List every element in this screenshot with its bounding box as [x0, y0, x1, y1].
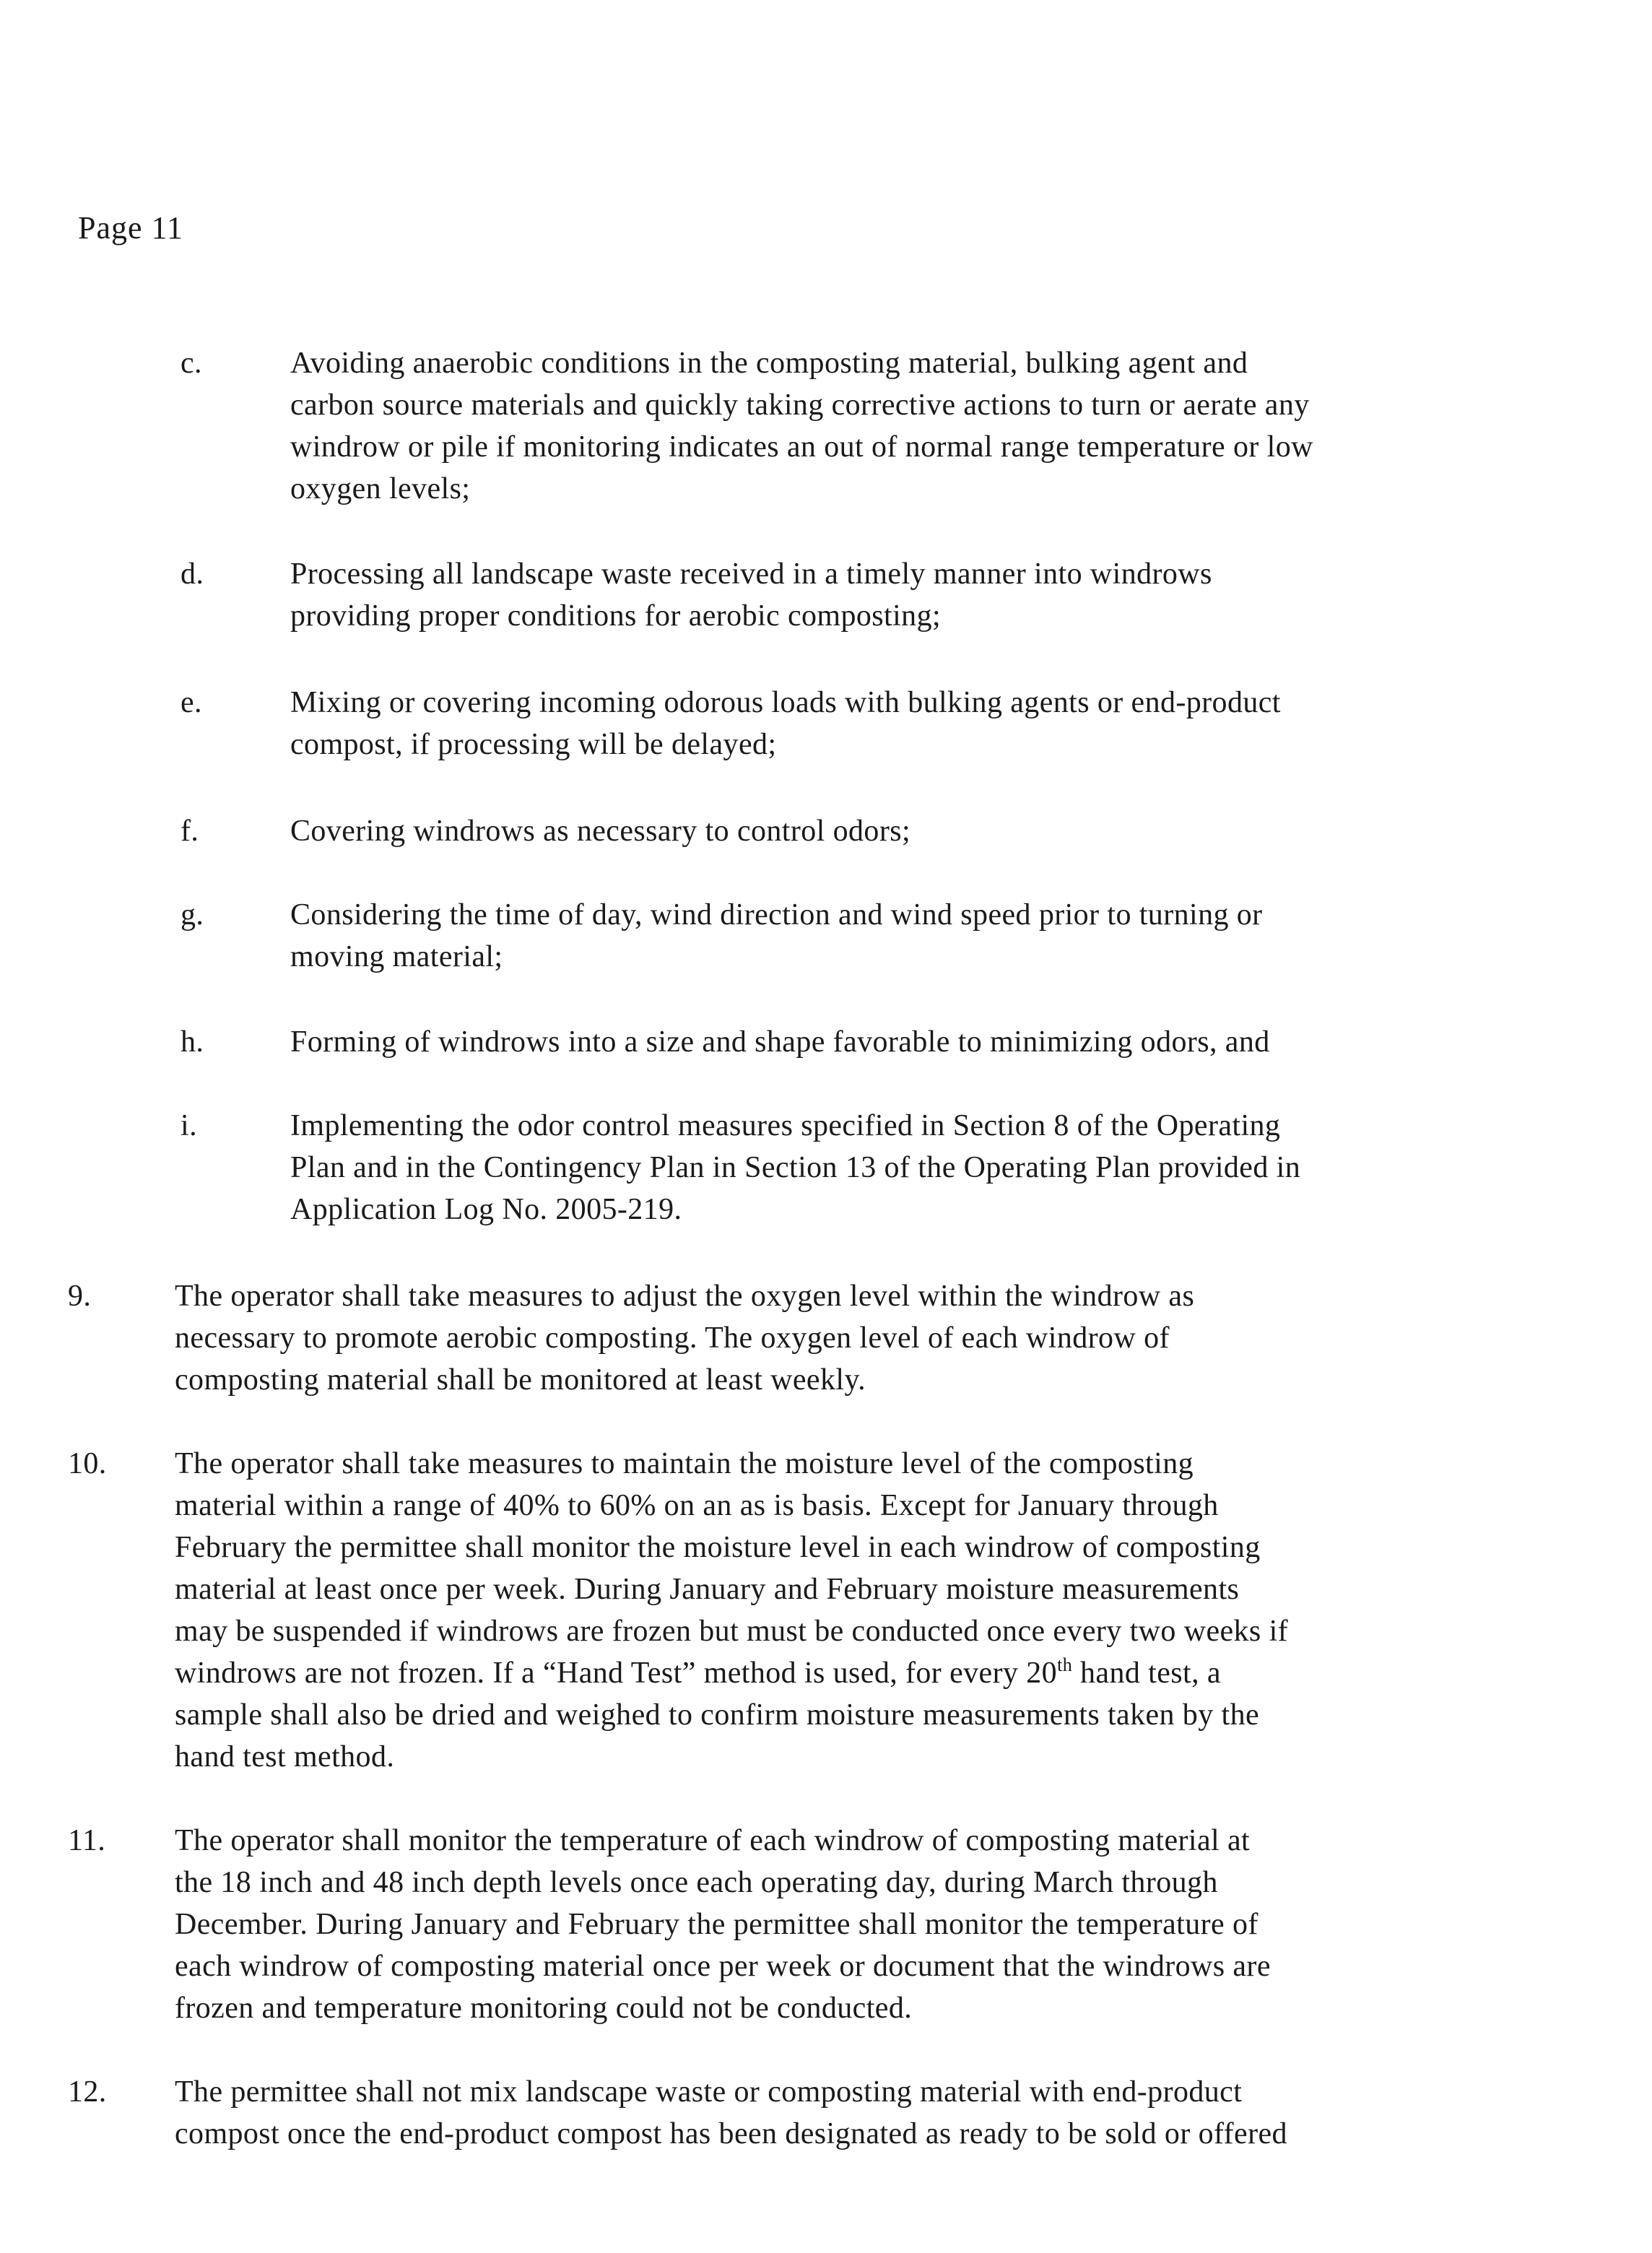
list-item-text: The permittee shall not mix landscape waste or composting material with end-product compost once the end-product compost has been designated as ready to be sold or offered — [175, 2075, 1287, 2150]
page-number: Page 11 — [78, 210, 183, 246]
list-item-text: Mixing or covering incoming odorous loads with bulking agents or end-product compost, if processing will be delayed; — [290, 686, 1281, 761]
list-marker: c. — [181, 347, 202, 380]
list-marker: h. — [181, 1025, 204, 1059]
list-marker: f. — [181, 815, 199, 848]
list-item-text: The operator shall monitor the temperature of each windrow of composting material at the 18 inch and 48 inch depth levels once each operating day, during March through December. During January and February the permittee shall monitor the temperature of each windrow of composting material once per week or document that the windrows are frozen and temperature monitoring could not be conducted. — [175, 1824, 1271, 2025]
list-marker: i. — [181, 1109, 197, 1142]
list-marker: 9. — [68, 1280, 92, 1313]
list-marker: 12. — [68, 2075, 107, 2109]
list-item-text: The operator shall take measures to adjust the oxygen level within the windrow as necessary to promote aerobic composting. The oxygen level of each windrow of composting material shall be monitored at least weekly. — [175, 1280, 1195, 1397]
list-marker: 10. — [68, 1447, 107, 1480]
list-item-text: Avoiding anaerobic conditions in the composting material, bulking agent and carbon source materials and quickly taking corrective actions to turn or aerate any windrow or pile if monitoring indicates an out of normal range temperature or low oxygen levels; — [290, 347, 1313, 505]
list-item-text: Implementing the odor control measures specified in Section 8 of the Operating Plan and in the Contingency Plan in Section 13 of the Operating Plan provided in Application Log No. 2005-219. — [290, 1109, 1301, 1226]
list-item-text: Forming of windrows into a size and shape favorable to minimizing odors, and — [290, 1025, 1270, 1059]
list-marker: d. — [181, 557, 204, 591]
list-item-text: Processing all landscape waste received in a timely manner into windrows providing proper conditions for aerobic composting; — [290, 557, 1212, 633]
text-before-superscript: The operator shall take measures to maintain the moisture level of the composting material within a range of 40% to 60% on an as is basis. Except for January through February the permittee shall monitor the moisture level in each windrow of composting material at least once per week. During January and February moisture measurements may be suspended if windrows are frozen but must be conducted once every two weeks if windrows are not frozen. If a “Hand Test” method is used, for every 20 — [175, 1447, 1289, 1690]
list-item-text: Covering windrows as necessary to control odors; — [290, 815, 911, 848]
ordinal-superscript: th — [1057, 1654, 1073, 1675]
list-marker: e. — [181, 686, 202, 719]
list-marker: g. — [181, 898, 204, 932]
list-item-text — [175, 1443, 1633, 1778]
list-item-text: Considering the time of day, wind direction and wind speed prior to turning or moving material; — [290, 898, 1263, 973]
list-marker: 11. — [68, 1824, 106, 1857]
text-after-superscript: hand test, a sample shall also be dried and weighed to confirm moisture measurements taken by the hand test method. — [175, 1657, 1260, 1774]
